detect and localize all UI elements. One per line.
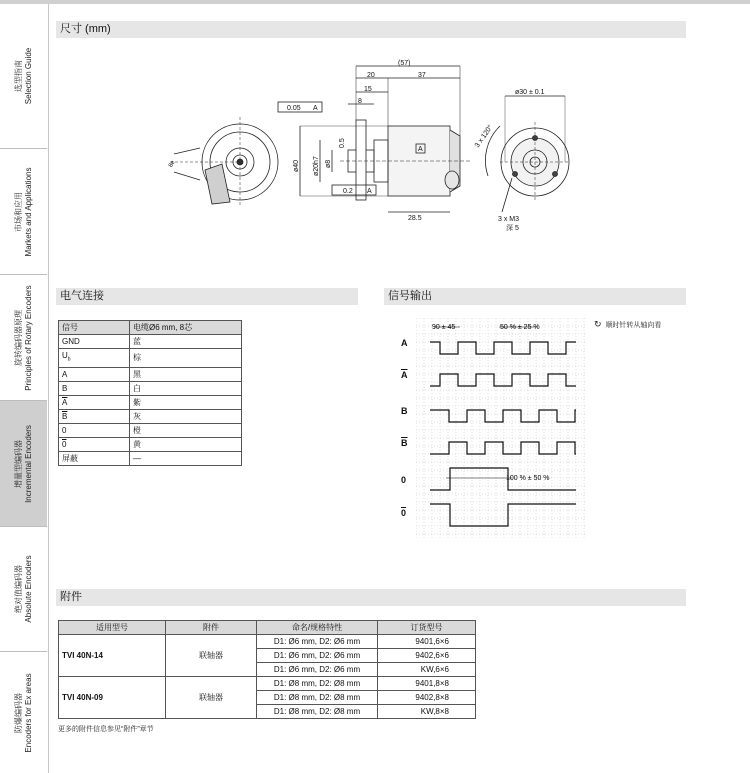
order-cell: KW,6×6	[378, 663, 476, 677]
accessories-note: 更多的附件信息参见“附件”章节	[58, 726, 154, 733]
channel-label-b	[401, 406, 408, 416]
angle-tag-label: 8e	[168, 159, 177, 169]
model-cell: TVI 40N-14	[59, 635, 166, 677]
accessory-cell: 联轴器	[166, 635, 257, 677]
tab-label-cn: 绝对值编码器	[13, 565, 23, 613]
color-cell: 黑	[130, 367, 242, 381]
rotation-legend	[594, 319, 661, 330]
timing-grid	[416, 318, 586, 540]
channel-label-0	[401, 475, 406, 485]
signal-cell	[59, 409, 130, 423]
tab-label-cn: 市场和应用	[13, 191, 23, 232]
header-signal: 信号	[59, 321, 130, 335]
encoder-side-view	[278, 66, 470, 212]
channel-label-a-bar	[401, 370, 408, 380]
sidebar-tab-ex-areas[interactable]	[0, 652, 47, 773]
accessories-title: 附件	[60, 591, 82, 603]
channel-name: $\overline{A}$	[401, 370, 408, 380]
order-cell: 9401,8×8	[378, 677, 476, 691]
timing-waveforms	[430, 342, 576, 526]
phase-tolerance-label: 90 ± 45	[432, 324, 456, 331]
color-cell: 白	[130, 381, 242, 395]
thread-spec: 3 x M3	[498, 216, 520, 223]
accessories-header	[56, 589, 686, 606]
spec-cell: D1: Ø8 mm, D2: Ø8 mm	[257, 677, 378, 691]
signal-cell: 0	[59, 423, 130, 437]
channel-name: B	[401, 406, 408, 416]
tolerance-flatness: 0.05	[287, 105, 301, 112]
encoder-rear-view	[485, 96, 570, 212]
signal-text: $\overline{A}$	[62, 397, 68, 407]
tab-label-en: Markets and Applications	[23, 167, 33, 256]
header-model: 适用型号	[59, 621, 166, 635]
spec-cell: D1: Ø6 mm, D2: Ø6 mm	[257, 663, 378, 677]
signal-output-header	[384, 288, 686, 305]
tab-label-en: Encoders for Ex areas	[23, 672, 33, 753]
color-cell: 橙	[130, 423, 242, 437]
waveform-b	[430, 410, 576, 422]
table-header-row	[59, 621, 476, 635]
color-cell: 黄	[130, 437, 242, 451]
spec-cell: D1: Ø6 mm, D2: Ø6 mm	[257, 635, 378, 649]
dimensions-header	[56, 21, 686, 38]
index-pulse-label: 100 % ± 50 %	[506, 475, 550, 482]
waveform-index	[430, 468, 576, 490]
sidebar-tab-absolute[interactable]	[0, 527, 47, 652]
sidebar-tab-markets[interactable]	[0, 149, 47, 275]
signal-cell: A	[59, 367, 130, 381]
signal-cell	[59, 395, 130, 409]
electrical-table	[58, 320, 242, 466]
dim-angle: 3 x 120°	[473, 124, 495, 150]
dim-dia40: ø40	[293, 159, 300, 172]
tab-label-cn: 防爆编码器	[13, 692, 23, 733]
sidebar-tab-selection-guide[interactable]	[0, 4, 47, 149]
channel-name: $\overline{B}$	[401, 438, 408, 448]
tab-label-cn: 增量型编码器	[13, 439, 23, 488]
table-row	[59, 437, 242, 451]
channel-name: 0	[401, 508, 407, 518]
table-row	[59, 451, 242, 465]
tab-label-en: Principles of Rotary Encoders	[23, 284, 33, 391]
table-row	[59, 367, 242, 381]
table-row	[59, 381, 242, 395]
tab-label-en: Incremental Encoders	[23, 424, 33, 503]
rotation-clockwise-icon: ↻	[594, 319, 602, 329]
order-cell: 9402,8×8	[378, 691, 476, 705]
table-row	[59, 349, 242, 368]
sidebar	[0, 4, 49, 773]
thread-depth: 深 5	[506, 225, 519, 232]
table-row	[59, 335, 242, 349]
waveform-a-bar	[430, 374, 576, 386]
electrical-title: 电气连接	[60, 290, 104, 302]
channel-name: A	[401, 338, 408, 348]
tolerance-runout: 0.2	[343, 188, 353, 195]
signal-cell: 屏蔽	[59, 451, 130, 465]
electrical-header	[56, 288, 358, 305]
dim-20: 20	[367, 72, 375, 79]
sidebar-tab-incremental[interactable]	[0, 401, 47, 527]
signal-cell: GND	[59, 335, 130, 349]
channel-label-b-bar	[401, 438, 408, 448]
timing-annotations	[434, 327, 537, 478]
table-row	[59, 635, 476, 649]
tab-label-cn: 旋转编码器原理	[13, 309, 23, 366]
order-cell: 9402,6×6	[378, 649, 476, 663]
model-cell: TVI 40N-09	[59, 677, 166, 719]
dim-total: (57)	[398, 60, 411, 67]
accessory-cell: 联轴器	[166, 677, 257, 719]
dim-0-5: 0.5	[339, 138, 346, 148]
datum-label-3: A	[418, 146, 423, 153]
color-cell: 棕	[130, 349, 242, 368]
tab-label-en: Absolute Encoders	[23, 555, 33, 623]
color-cell: 蓝	[130, 335, 242, 349]
table-row	[59, 409, 242, 423]
dim-15: 15	[364, 86, 372, 93]
signal-text: U	[62, 351, 68, 360]
datum-label-1: A	[313, 105, 318, 112]
color-cell: —	[130, 451, 242, 465]
channel-name: 0	[401, 475, 407, 485]
encoder-front-view	[170, 117, 278, 207]
color-cell: 紫	[130, 395, 242, 409]
signal-cell: B	[59, 381, 130, 395]
waveform-index-bar	[430, 504, 576, 526]
signal-output-title: 信号输出	[388, 290, 432, 302]
channel-label-a	[401, 338, 408, 348]
accessories-table	[58, 620, 476, 719]
signal-subscript: b	[67, 356, 71, 363]
table-header-row	[59, 321, 242, 335]
channel-label-0-bar	[401, 508, 406, 518]
dim-37: 37	[418, 72, 426, 79]
signal-text: 0	[62, 439, 67, 449]
datum-label-2: A	[367, 188, 372, 195]
signal-text: $\overline{B}$	[62, 411, 68, 421]
tab-label-cn: 选型指南	[13, 60, 23, 93]
header-accessory: 附件	[166, 621, 257, 635]
header-cable: 电缆Ø6 mm, 8芯	[130, 321, 242, 335]
table-row	[59, 423, 242, 437]
waveform-a	[430, 342, 576, 354]
signal-cell	[59, 349, 130, 368]
header-order: 订货型号	[378, 621, 476, 635]
header-spec: 命名/规格特性	[257, 621, 378, 635]
dim-dia20: ø20h7	[313, 156, 320, 176]
legend-text: 顺时针转从轴向看	[605, 322, 662, 329]
dim-28-5: 28.5	[408, 215, 422, 222]
sidebar-tab-principles[interactable]	[0, 275, 47, 401]
dimensions-title: 尺寸 (mm)	[60, 23, 111, 35]
order-cell: KW,8×8	[378, 705, 476, 719]
waveform-b-bar	[430, 442, 576, 454]
dim-8: 8	[358, 98, 362, 105]
spec-cell: D1: Ø6 mm, D2: Ø6 mm	[257, 649, 378, 663]
spec-cell: D1: Ø8 mm, D2: Ø8 mm	[257, 691, 378, 705]
signal-cell	[59, 437, 130, 451]
tab-label-en: Selection Guide	[23, 47, 33, 105]
table-row	[59, 677, 476, 691]
dim-dia30: ø30 ± 0.1	[515, 89, 545, 96]
dimension-drawing	[160, 52, 590, 242]
spec-cell: D1: Ø8 mm, D2: Ø8 mm	[257, 705, 378, 719]
duty-cycle-label: 50 % ± 25 %	[500, 324, 540, 331]
dim-dia8: ø8	[325, 159, 332, 168]
color-cell: 灰	[130, 409, 242, 423]
top-rule	[0, 0, 750, 4]
table-row	[59, 395, 242, 409]
order-cell: 9401,6×6	[378, 635, 476, 649]
timing-diagram	[416, 318, 586, 540]
